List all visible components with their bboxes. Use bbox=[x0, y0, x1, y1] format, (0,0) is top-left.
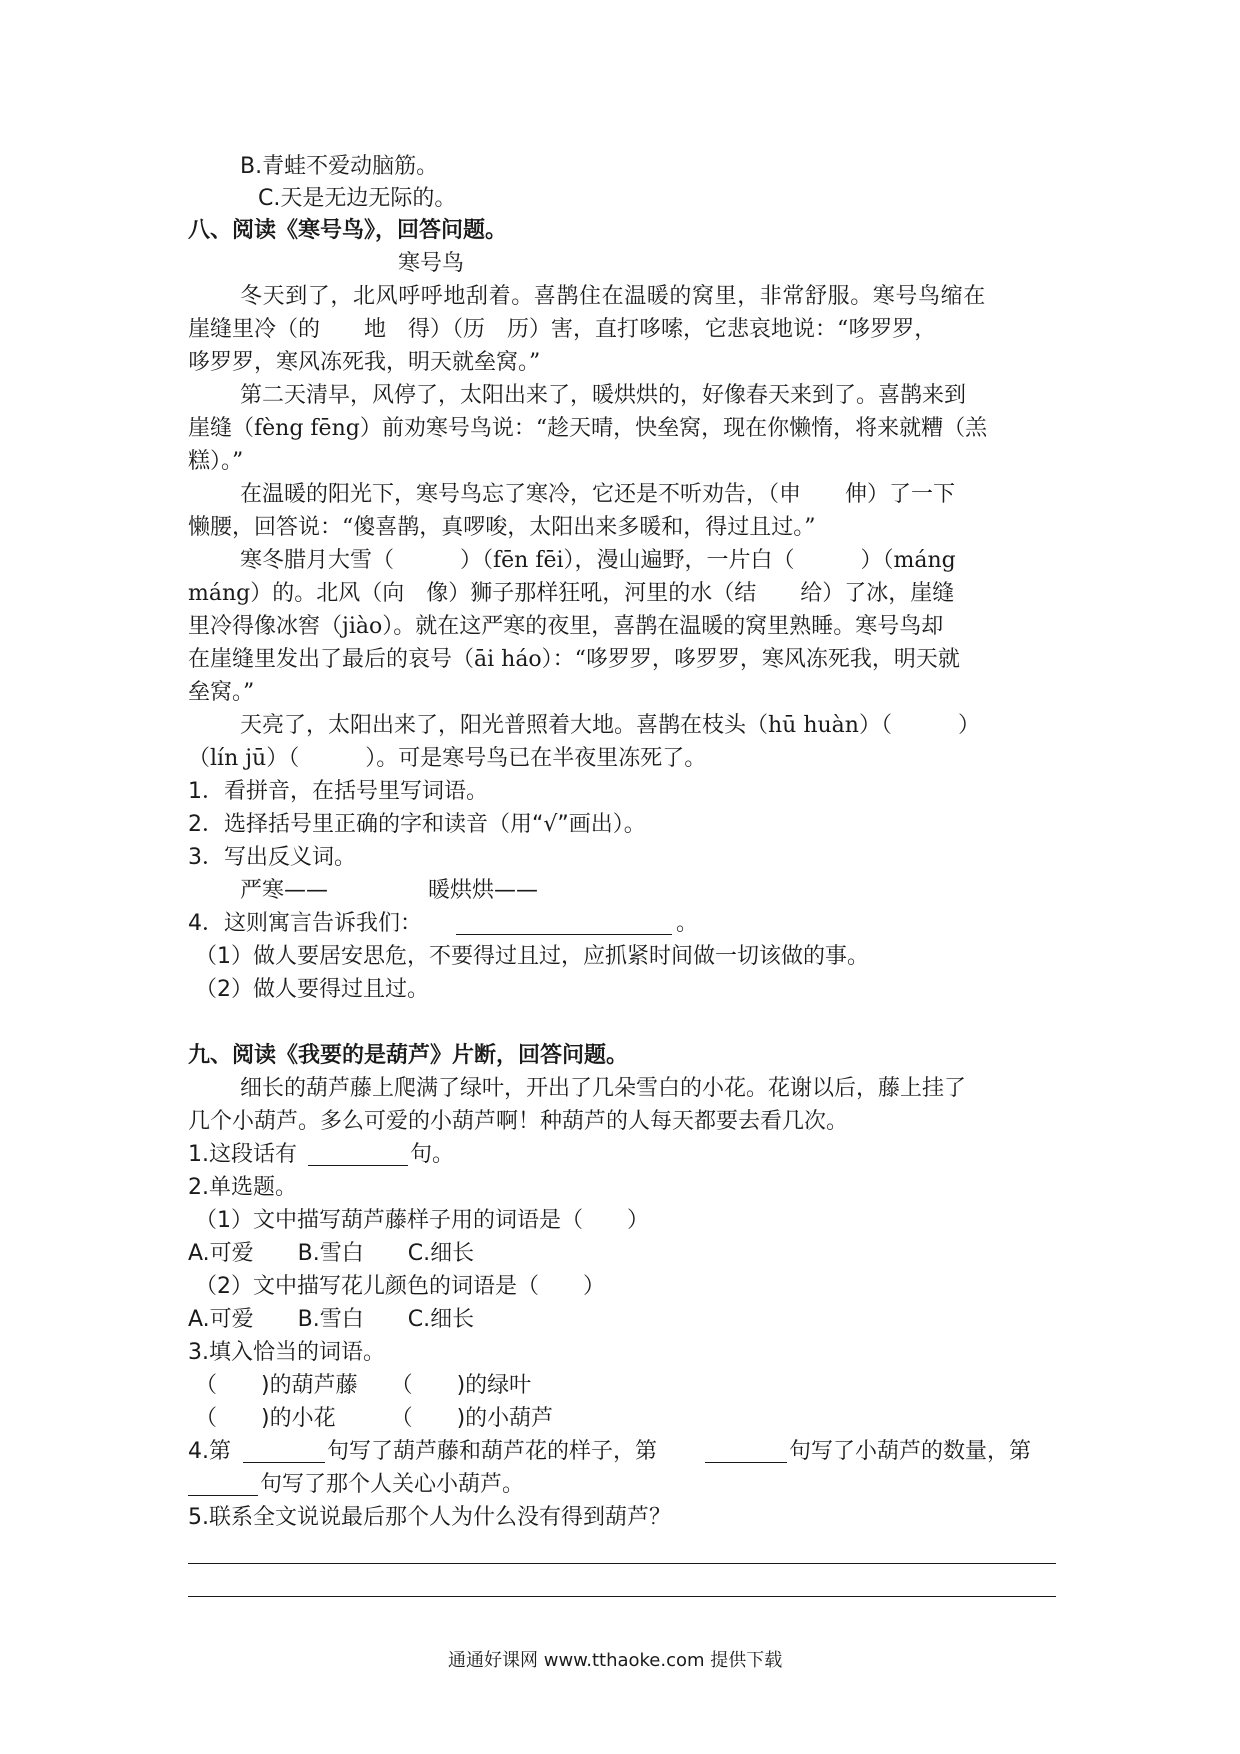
story-line: 第二天清早，风停了，太阳出来了，暖烘烘的，好像春天来到了。喜鹊来到 bbox=[240, 383, 967, 408]
answer-blank[interactable] bbox=[456, 934, 672, 935]
footer-text: 通通好课网 www.tthaoke.com 提供下载 bbox=[448, 1650, 783, 1671]
story-line: 垒窝。” bbox=[188, 680, 255, 705]
story-line: 冬天到了，北风呼呼地刮着。喜鹊住在温暖的窝里，非常舒服。寒号鸟缩在 bbox=[240, 284, 986, 309]
story-line: 在温暖的阳光下，寒号鸟忘了寒冷，它还是不听劝告，（申 伸）了一下 bbox=[240, 482, 956, 507]
story-line: 糕）。” bbox=[188, 449, 244, 474]
question-1: 1．看拼音，在括号里写词语。 bbox=[188, 779, 488, 804]
fill-row: （ )的葫芦藤 （ )的绿叶 bbox=[195, 1373, 532, 1398]
antonym-2: 暖烘烘—— bbox=[428, 878, 539, 903]
option-b: B.青蛙不爱动脑筋。 bbox=[240, 154, 439, 179]
sub-question: （2）文中描写花儿颜色的词语是（ ） bbox=[195, 1274, 605, 1299]
question-2: 2.单选题。 bbox=[188, 1175, 297, 1200]
question-4-text: 句写了葫芦藤和葫芦花的样子，第 bbox=[327, 1439, 658, 1464]
question-4-text: 句写了小葫芦的数量，第 bbox=[789, 1439, 1032, 1464]
story-line: 天亮了，太阳出来了，阳光普照着大地。喜鹊在枝头（hū huàn）（ ） bbox=[240, 713, 980, 738]
question-3: 3．写出反义词。 bbox=[188, 845, 356, 870]
story-line: 寒冬腊月大雪（ ）（fēn fēi），漫山遍野，一片白（ ）（máng bbox=[240, 548, 956, 573]
story-line: máng）的。北风（向 像）狮子那样狂吼，河里的水（结 给）了冰，崖缝 bbox=[188, 581, 955, 606]
question-5: 5.联系全文说说最后那个人为什么没有得到葫芦？ bbox=[188, 1505, 671, 1530]
answer-line[interactable] bbox=[188, 1596, 1056, 1597]
story-line: 在崖缝里发出了最后的哀号（āi háo）：“哆罗罗，哆罗罗，寒风冻死我，明天就 bbox=[188, 647, 960, 672]
question-2: 2．选择括号里正确的字和读音（用“√”画出）。 bbox=[188, 812, 646, 837]
story-line: 哆罗罗，寒风冻死我，明天就垒窝。” bbox=[188, 350, 541, 375]
question-4: 4.第 bbox=[188, 1439, 231, 1464]
answer-line[interactable] bbox=[188, 1563, 1056, 1564]
story-line: 里冷得像冰窖（jiào）。就在这严寒的夜里，喜鹊在温暖的窝里熟睡。寒号鸟却 bbox=[188, 614, 944, 639]
answer-blank[interactable] bbox=[188, 1495, 258, 1496]
story-line: 崖缝里冷（的 地 得）（历 历）害，直打哆嗦，它悲哀地说：“哆罗罗， bbox=[188, 317, 937, 342]
answer-blank[interactable] bbox=[705, 1462, 787, 1463]
passage-line: 几个小葫芦。多么可爱的小葫芦啊！种葫芦的人每天都要去看几次。 bbox=[188, 1109, 849, 1134]
question-1: 1.这段话有 bbox=[188, 1142, 297, 1167]
choice-options: A.可爱 B.雪白 C.细长 bbox=[188, 1241, 475, 1266]
story-line: 崖缝（fèng fēng）前劝寒号鸟说：“趁天晴，快垒窝，现在你懒惰，将来就糟（羔 bbox=[188, 416, 988, 441]
story-line: （lín jū）（ ）。可是寒号鸟已在半夜里冻死了。 bbox=[188, 746, 707, 771]
antonym-1: 严寒—— bbox=[240, 878, 329, 903]
passage-line: 细长的葫芦藤上爬满了绿叶，开出了几朵雪白的小花。花谢以后，藤上挂了 bbox=[240, 1076, 967, 1101]
option-c: C.天是无边无际的。 bbox=[258, 186, 457, 211]
question-1-end: 句。 bbox=[410, 1142, 455, 1167]
section-8-title: 八、阅读《寒号鸟》，回答问题。 bbox=[188, 218, 508, 243]
section-9-title: 九、阅读《我要的是葫芦》片断，回答问题。 bbox=[188, 1043, 629, 1068]
fill-row: （ )的小花 （ )的小葫芦 bbox=[195, 1406, 554, 1431]
choice-options: A.可爱 B.雪白 C.细长 bbox=[188, 1307, 475, 1332]
story-title: 寒号鸟 bbox=[398, 251, 465, 276]
answer-option: （2）做人要得过且过。 bbox=[195, 977, 429, 1002]
question-4: 4．这则寓言告诉我们： bbox=[188, 911, 422, 936]
answer-option: （1）做人要居安思危，不要得过且过，应抓紧时间做一切该做的事。 bbox=[195, 944, 869, 969]
question-3: 3.填入恰当的词语。 bbox=[188, 1340, 385, 1365]
question-4-end: 。 bbox=[676, 911, 699, 936]
question-4-text: 句写了那个人关心小葫芦。 bbox=[260, 1472, 525, 1497]
sub-question: （1）文中描写葫芦藤样子用的词语是（ ） bbox=[195, 1208, 649, 1233]
answer-blank[interactable] bbox=[243, 1462, 325, 1463]
story-line: 懒腰，回答说：“傻喜鹊，真啰唆，太阳出来多暖和，得过且过。” bbox=[188, 515, 816, 540]
answer-blank[interactable] bbox=[308, 1165, 408, 1166]
